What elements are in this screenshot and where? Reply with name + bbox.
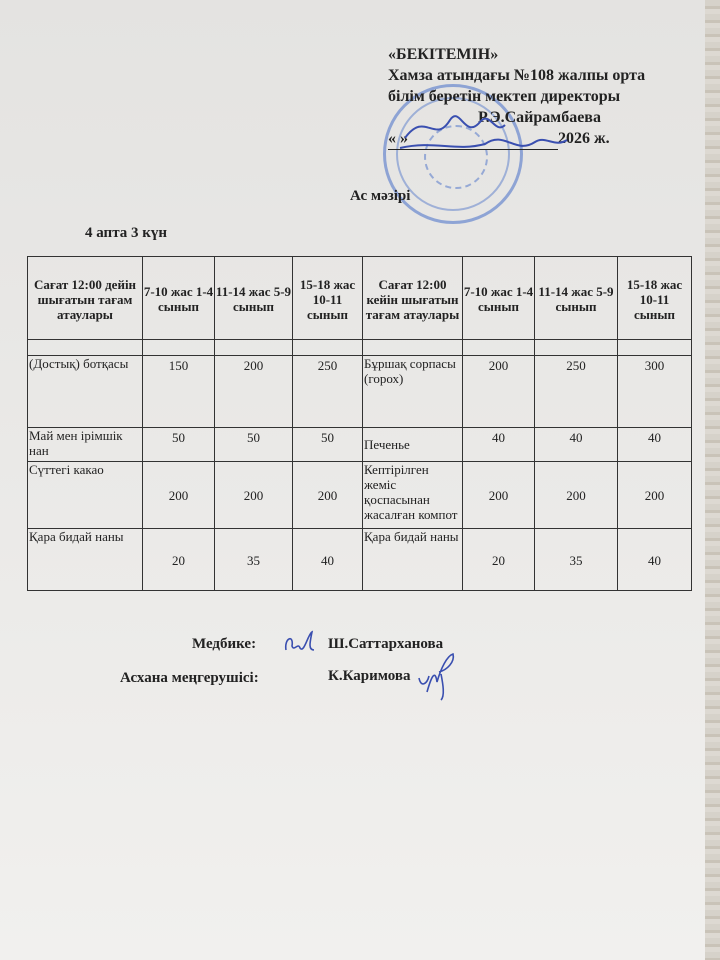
table-spacer-row xyxy=(28,340,692,356)
portion-value: 35 xyxy=(215,529,293,591)
portion-value: 50 xyxy=(143,428,215,462)
approval-heading: «БЕКІТЕМІН» xyxy=(388,46,499,63)
nurse-name: Ш.Саттарханова xyxy=(328,636,444,652)
dish-before-name: Қара бидай наны xyxy=(28,529,143,591)
portion-value: 200 xyxy=(463,356,535,428)
table-header-row xyxy=(28,257,692,340)
portion-value: 40 xyxy=(618,428,692,462)
header-cell: 11-14 жас 5-9 сынып xyxy=(535,257,618,340)
table-row xyxy=(28,462,692,529)
date-prefix: « » xyxy=(388,128,558,150)
portion-value: 20 xyxy=(463,529,535,591)
portion-value: 50 xyxy=(293,428,363,462)
page-title: Ас мәзірі xyxy=(350,188,411,204)
table-row xyxy=(28,428,692,462)
canteen-manager-signature xyxy=(415,648,460,703)
dish-before-name: Сүттегі какао xyxy=(28,462,143,529)
portion-value: 200 xyxy=(293,462,363,529)
portion-value: 200 xyxy=(535,462,618,529)
portion-value: 150 xyxy=(143,356,215,428)
portion-value: 40 xyxy=(293,529,363,591)
header-cell: 7-10 жас 1-4 сынып xyxy=(143,257,215,340)
portion-value: 200 xyxy=(215,462,293,529)
portion-value: 40 xyxy=(463,428,535,462)
portion-value: 40 xyxy=(535,428,618,462)
approval-line-2: білім беретін мектеп директоры xyxy=(388,88,621,105)
portion-value: 250 xyxy=(535,356,618,428)
dish-before-name: (Достық) ботқасы xyxy=(28,356,143,428)
menu-table xyxy=(27,256,692,591)
portion-value: 50 xyxy=(215,428,293,462)
canteen-manager-label: Асхана меңгерушісі: xyxy=(120,670,259,686)
nurse-label: Медбике: xyxy=(192,636,257,652)
portion-value: 35 xyxy=(535,529,618,591)
date-suffix: 2026 ж. xyxy=(558,130,610,147)
table-row xyxy=(28,529,692,591)
dish-after-name: Бұршақ сорпасы (горох) xyxy=(363,356,463,428)
portion-value: 20 xyxy=(143,529,215,591)
portion-value: 300 xyxy=(618,356,692,428)
dish-after-name: Қара бидай наны xyxy=(363,529,463,591)
header-cell: Сағат 12:00 кейін шығатын тағам атаулары xyxy=(363,257,463,340)
portion-value: 200 xyxy=(215,356,293,428)
portion-value: 200 xyxy=(618,462,692,529)
portion-value: 200 xyxy=(143,462,215,529)
director-name: Р.Э.Сайрамбаева xyxy=(478,109,601,126)
background-edge xyxy=(705,0,720,960)
director-signature xyxy=(395,100,575,160)
canteen-manager-name: К.Каримова xyxy=(328,668,411,684)
header-cell: Сағат 12:00 дейін шығатын тағам атаулары xyxy=(28,257,143,340)
portion-value: 40 xyxy=(618,529,692,591)
dish-after-name: Кептірілген жеміс қоспасынан жасалған компот xyxy=(363,462,463,529)
header-cell: 15-18 жас 10-11 сынып xyxy=(618,257,692,340)
dish-after-name: Печенье xyxy=(363,428,463,462)
dish-before-name: Май мен ірімшік нан xyxy=(28,428,143,462)
header-cell: 7-10 жас 1-4 сынып xyxy=(463,257,535,340)
portion-value: 200 xyxy=(463,462,535,529)
header-cell: 11-14 жас 5-9 сынып xyxy=(215,257,293,340)
nurse-signature xyxy=(282,628,318,658)
week-day-label: 4 апта 3 күн xyxy=(85,225,168,241)
portion-value: 250 xyxy=(293,356,363,428)
approval-line-1: Хамза атындағы №108 жалпы орта xyxy=(388,67,646,84)
table-row xyxy=(28,356,692,428)
header-cell: 15-18 жас 10-11 сынып xyxy=(293,257,363,340)
